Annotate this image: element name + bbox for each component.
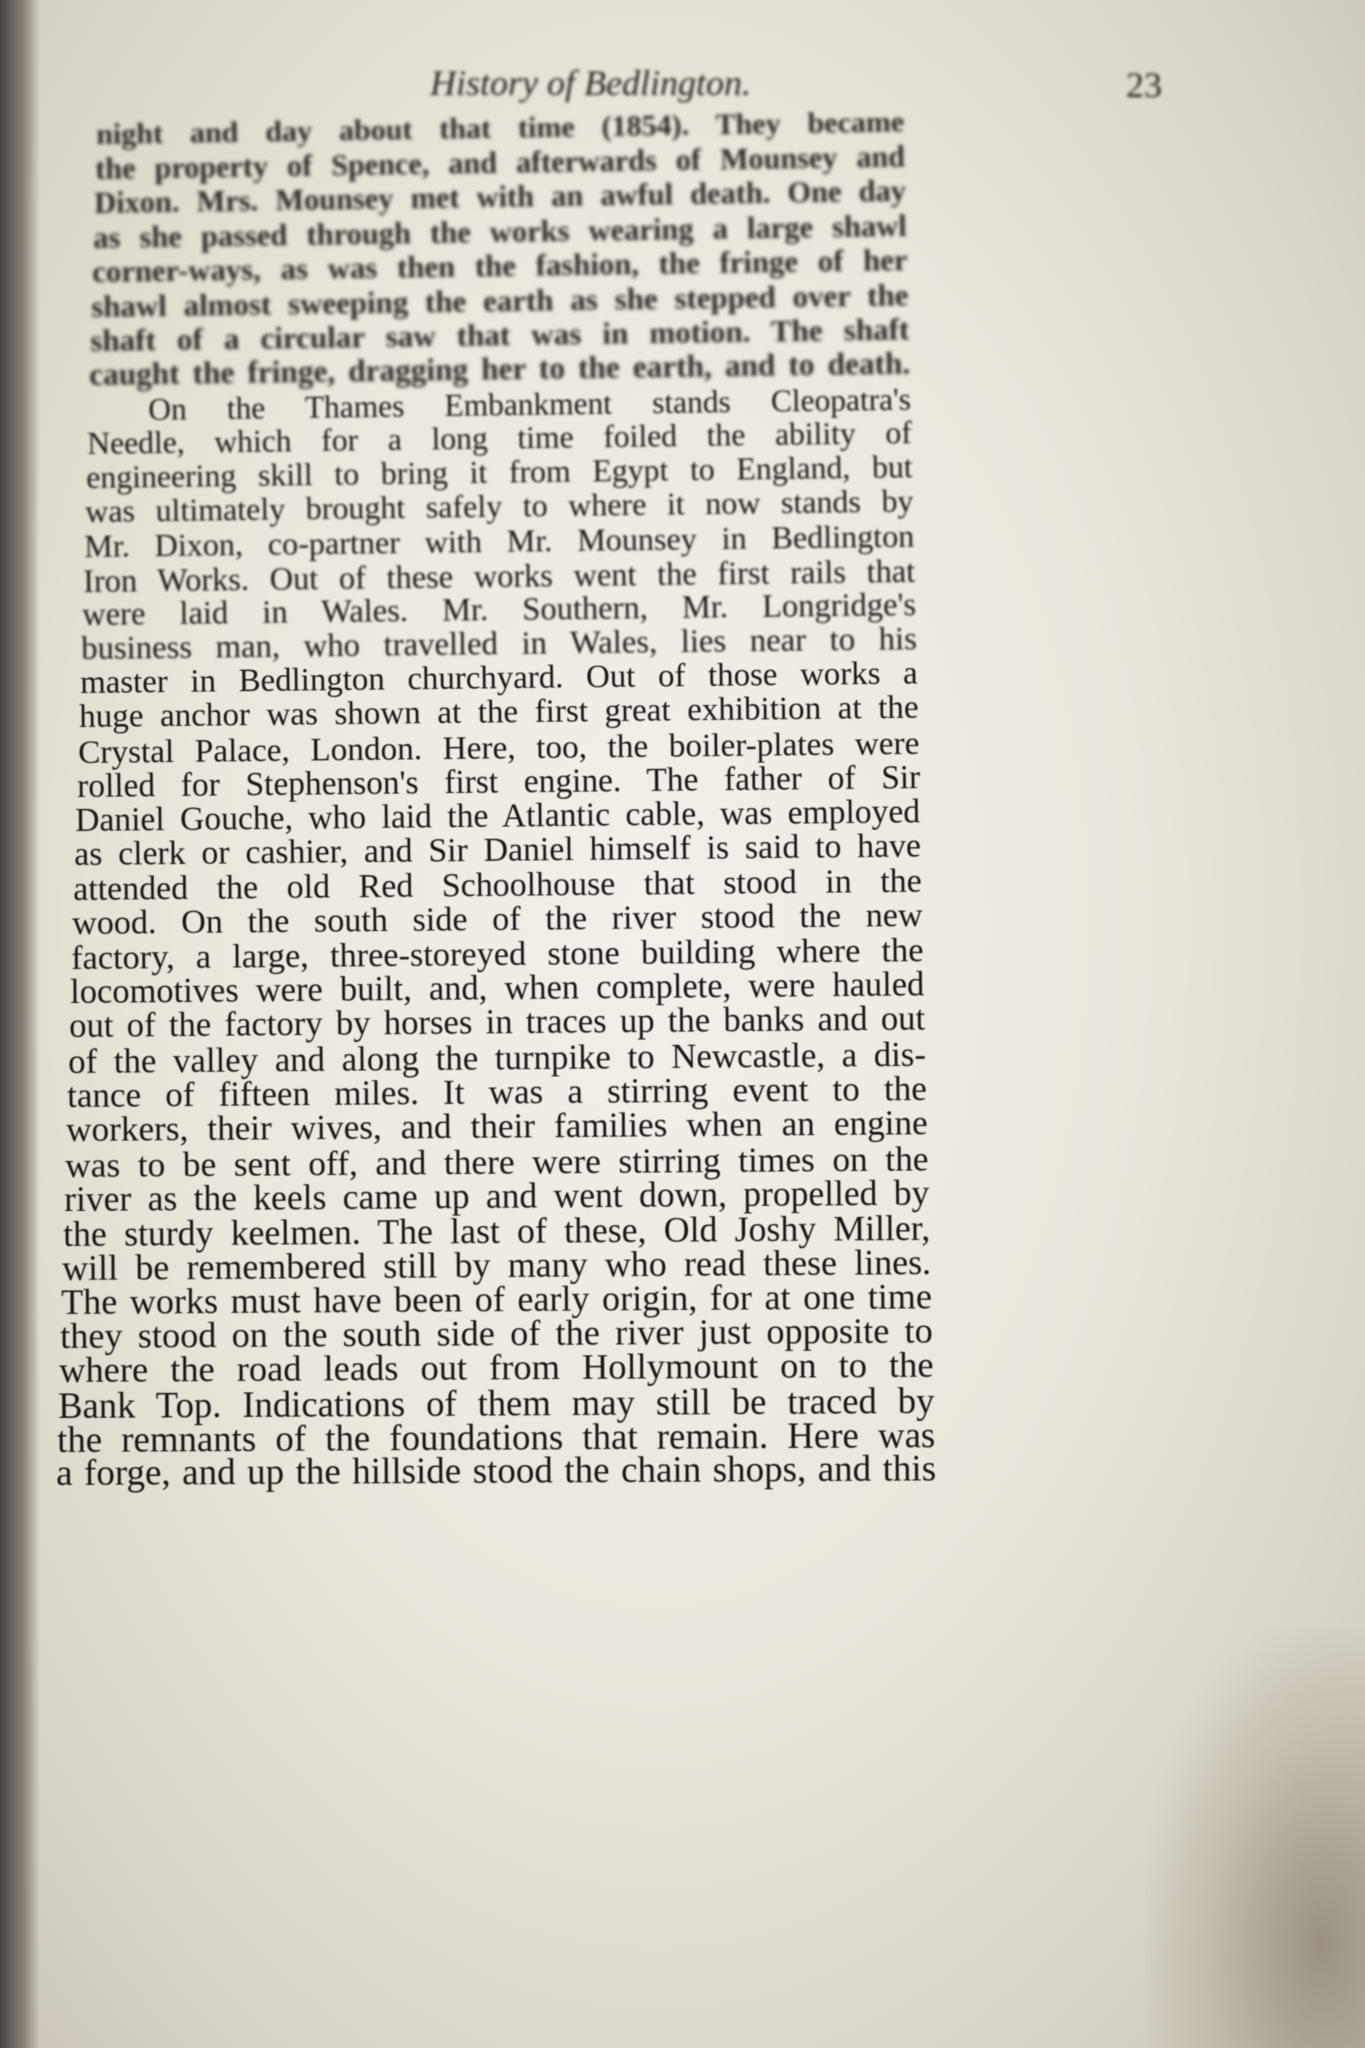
- text-line: was to be sent off, and there were stirring times on the: [65, 1138, 929, 1186]
- text-line: the property of Spence, and afterwards of Mounsey and: [94, 139, 906, 187]
- text-line: were laid in Wales. Mr. Southern, Mr. Longridge's: [81, 586, 916, 633]
- text-line: they stood on the south side of the river just opposite to: [60, 1310, 933, 1357]
- text-line: locomotives were built, and, when complete, were hauled: [70, 965, 925, 1012]
- text-line: business man, who travelled in Wales, lies near to his: [80, 621, 917, 668]
- text-line: as clerk or cashier, and Sir Daniel himself is said to have: [74, 827, 922, 874]
- text-line: Crystal Palace, London. Here, too, the boiler-plates were: [77, 724, 920, 771]
- text-line: as she passed through the works wearing a large shawl: [92, 208, 907, 255]
- text-line: workers, their wives, and their families when an engine: [66, 1103, 929, 1149]
- text-line: Bank Top. Indications of them may still be traced by: [58, 1379, 935, 1426]
- text-line: out of the factory by horses in traces up the banks and out: [69, 999, 926, 1046]
- text-line: Daniel Gouche, who laid the Atlantic cable, was employed: [75, 793, 921, 840]
- text-line: where the road leads out from Hollymount on to the: [59, 1345, 934, 1391]
- text-line: master in Bedlington churchyard. Out of those works a: [79, 655, 918, 702]
- page-number: 23: [1126, 65, 1162, 105]
- text-line: huge anchor was shown at the first great exhibition at the: [78, 690, 919, 736]
- text-line: Dixon. Mrs. Mounsey met with an awful death. One day: [93, 174, 907, 221]
- text-line: factory, a large, three-storeyed stone building where the: [71, 931, 924, 977]
- text-line: shawl almost sweeping the earth as she stepped over the: [90, 277, 909, 325]
- text-line: tance of fifteen miles. It was a stirring event to the: [67, 1068, 928, 1115]
- running-head: History of Bedlington.: [430, 63, 751, 103]
- text-line: attended the old Red Schoolhouse that stood in the: [73, 862, 923, 908]
- text-line: caught the fringe, dragging her to the earth, and to death.: [88, 346, 911, 393]
- text-line: wood. On the south side of the river stood the new: [72, 896, 924, 942]
- text-line: engineering skill to bring it from Egypt to England, but: [85, 449, 913, 496]
- text-line: the sturdy keelmen. The last of these, Old Joshy Miller,: [63, 1207, 931, 1254]
- text-line: corner-ways, as was then the fashion, the fringe of her: [91, 242, 908, 289]
- text-line: will be remembered still by many who read these lines.: [62, 1241, 932, 1288]
- text-line: the remnants of the foundations that remain. Here was: [57, 1413, 936, 1460]
- text-line: The works must have been of early origin, for at one time: [61, 1276, 933, 1322]
- text-line: of the valley and along the turnpike to Newcastle, a dis-: [68, 1034, 927, 1081]
- text-line: rolled for Stephenson's first engine. The father of Sir: [76, 758, 920, 805]
- text-line: Iron Works. Out of these works went the first rails that: [82, 552, 916, 599]
- text-line: night and day about that time (1854). They became: [96, 105, 905, 151]
- text-line: On the Thames Embankment stands Cleopatra's: [147, 381, 911, 427]
- text-line: a forge, and up the hillside stood the chain shops, and this: [56, 1448, 937, 1494]
- text-line: Mr. Dixon, co-partner with Mr. Mounsey in Bedlington: [83, 518, 915, 565]
- text-line: shaft of a circular saw that was in motion. The shaft: [89, 311, 910, 359]
- text-line: river as the keels came up and went down, propelled by: [64, 1172, 930, 1220]
- text-line: Needle, which for a long time foiled the ability of: [86, 414, 912, 461]
- text-line: was ultimately brought safely to where it now stands by: [84, 483, 914, 530]
